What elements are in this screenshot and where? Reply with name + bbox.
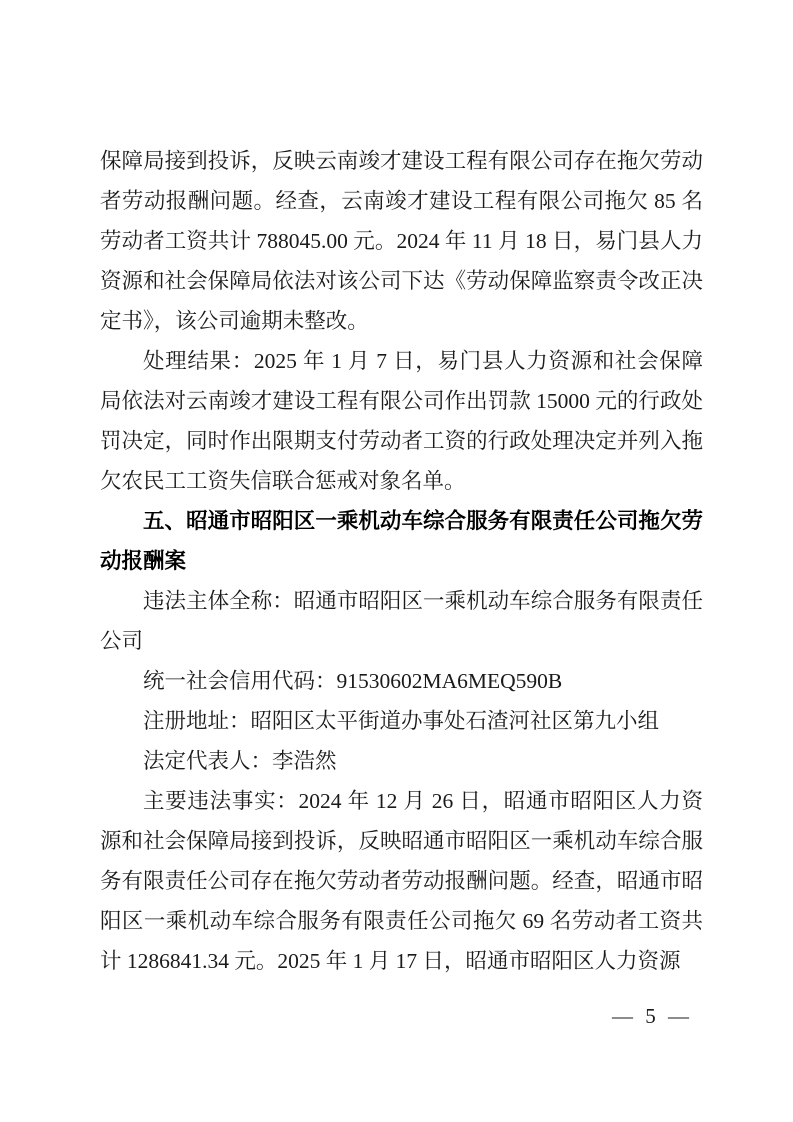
document-text-block xyxy=(100,141,703,981)
section-heading-case5: 五、昭通市昭阳区一乘机动车综合服务有限责任公司拖欠劳动报酬案 xyxy=(100,509,703,573)
paragraph-case5-legal-representative: 法定代表人：李浩然 xyxy=(143,749,337,773)
paragraph-case4-facts-continuation: 保障局接到投诉，反映云南竣才建设工程有限公司存在拖欠劳动者劳动报酬问题。经查，云南竣才建设工程有限公司拖欠 85 名劳动者工资共计 788045.00 元。2024 年 11 月 18 日，易门县人力资源和社会保障局依法对该公司下达《劳动保障监察责令改正决定书》，该公司逾期未整改。 xyxy=(100,149,703,333)
paragraph-case5-subject-name: 违法主体全称：昭通市昭阳区一乘机动车综合服务有限责任公司 xyxy=(100,589,703,653)
paragraph-case5-main-facts: 主要违法事实：2024 年 12 月 26 日，昭通市昭阳区人力资源和社会保障局接到投诉，反映昭通市昭阳区一乘机动车综合服务有限责任公司存在拖欠劳动者劳动报酬问题。经查，昭通市昭阳区一乘机动车综合服务有限责任公司拖欠 69 名劳动者工资共计 1286841.34 元。2025 年 1 月 17 日，昭通市昭阳区人力资源 xyxy=(100,789,703,973)
page-number: — 5 — xyxy=(612,1004,689,1028)
paragraph-case5-registered-address: 注册地址：昭阳区太平街道办事处石渣河社区第九小组 xyxy=(143,709,660,733)
paragraph-case4-handling-result: 处理结果：2025 年 1 月 7 日，易门县人力资源和社会保障局依法对云南竣才建设工程有限公司作出罚款 15000 元的行政处罚决定，同时作出限期支付劳动者工资的行政处理决定并列入拖欠农民工工资失信联合惩戒对象名单。 xyxy=(100,349,703,493)
paragraph-case5-credit-code: 统一社会信用代码：91530602MA6MEQ590B xyxy=(143,669,563,693)
